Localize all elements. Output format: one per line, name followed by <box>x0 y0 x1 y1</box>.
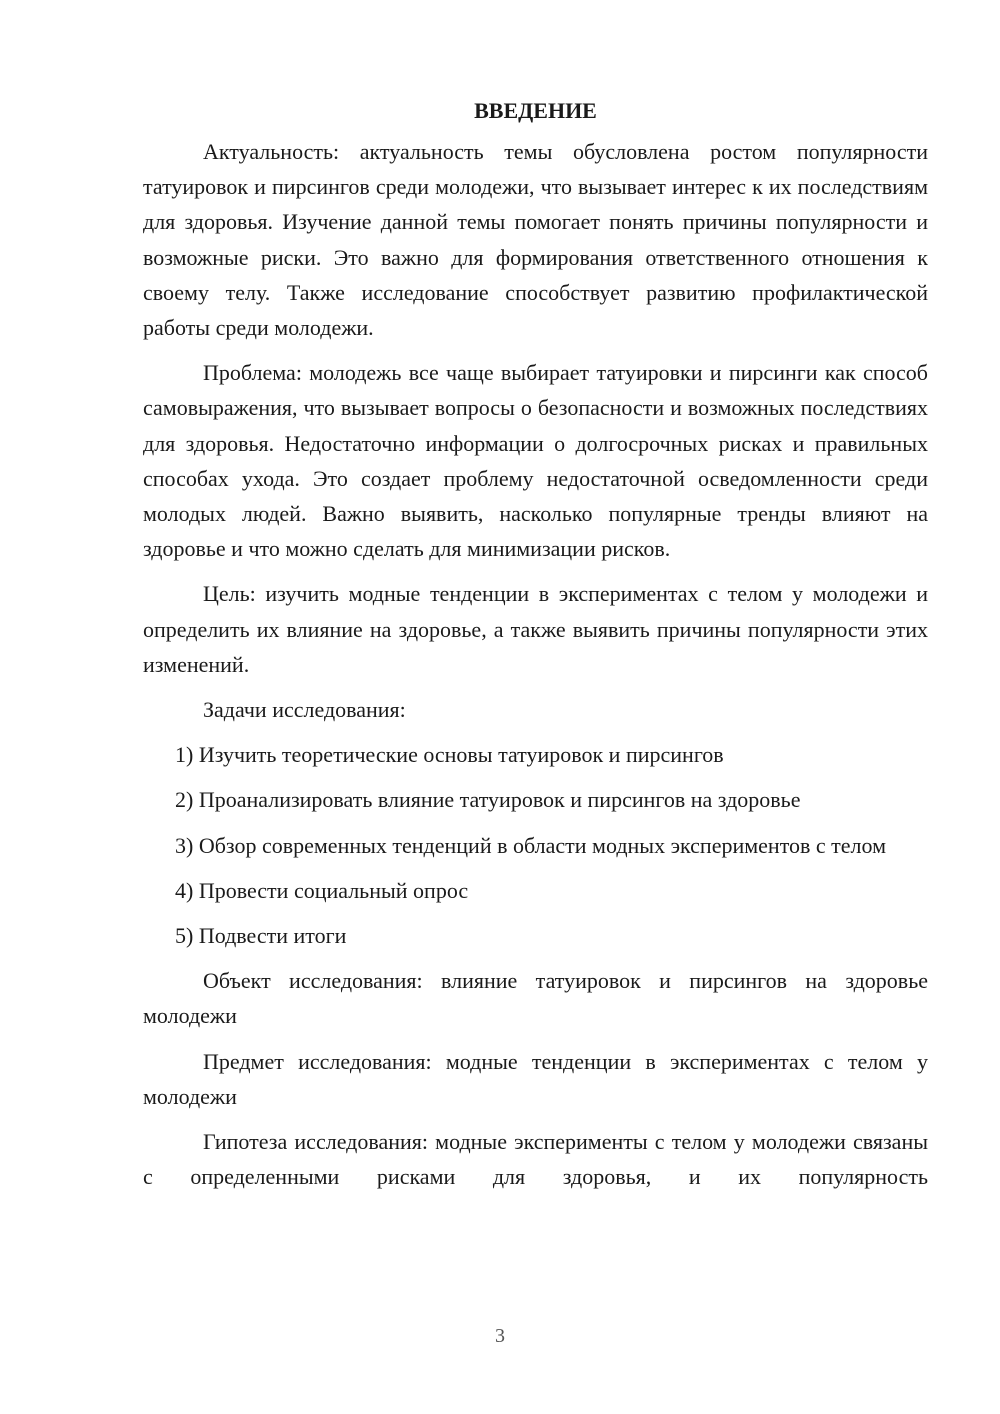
page-content <box>143 97 928 1194</box>
page-heading: ВВЕДЕНИЕ <box>474 98 597 123</box>
task-item-2: 2) Проанализировать влияние татуировок и пирсингов на здоровье <box>175 787 801 813</box>
task-item-1: 1) Изучить теоретические основы татуировок и пирсингов <box>175 742 724 768</box>
subject-paragraph: Предмет исследования: модные тенденции в экспериментах с телом у молодежи <box>143 1048 928 1109</box>
relevance-paragraph: Актуальность: актуальность темы обусловлена ростом популярности татуировок и пирсингов среди молодежи, что вызывает интерес к их последствиям для здоровья. Изучение данной темы помогает понять причины популярности и возможные риски. Это важно для формирования ответственного отношения к своему телу. Также исследование способствует развитию профилактической работы среди молодежи. <box>143 139 928 341</box>
page-number: 3 <box>495 1325 505 1347</box>
problem-paragraph: Проблема: молодежь все чаще выбирает татуировки и пирсинги как способ самовыражения, что вызывает вопросы о безопасности и возможных последствиях для здоровья. Недостаточно информации о долгосрочных рисках и правильных способах ухода. Это создает проблему недостаточной осведомленности среди молодых людей. Важно выявить, насколько популярные тренды влияют на здоровье и что можно сделать для минимизации рисков. <box>143 360 928 562</box>
task-item-5: 5) Подвести итоги <box>175 923 347 949</box>
object-paragraph: Объект исследования: влияние татуировок и пирсингов на здоровье молодежи <box>143 968 928 1029</box>
tasks-heading: Задачи исследования: <box>203 697 406 723</box>
hypothesis-paragraph: Гипотеза исследования: модные эксперименты с телом у молодежи связаны с определенными рисками для здоровья, и их популярность <box>143 1129 928 1190</box>
task-item-3: 3) Обзор современных тенденций в области модных экспериментов с телом <box>175 832 887 858</box>
goal-paragraph: Цель: изучить модные тенденции в экспериментах с телом у молодежи и определить их влияние на здоровье, а также выявить причины популярности этих изменений. <box>143 581 928 677</box>
task-item-4: 4) Провести социальный опрос <box>175 877 469 903</box>
